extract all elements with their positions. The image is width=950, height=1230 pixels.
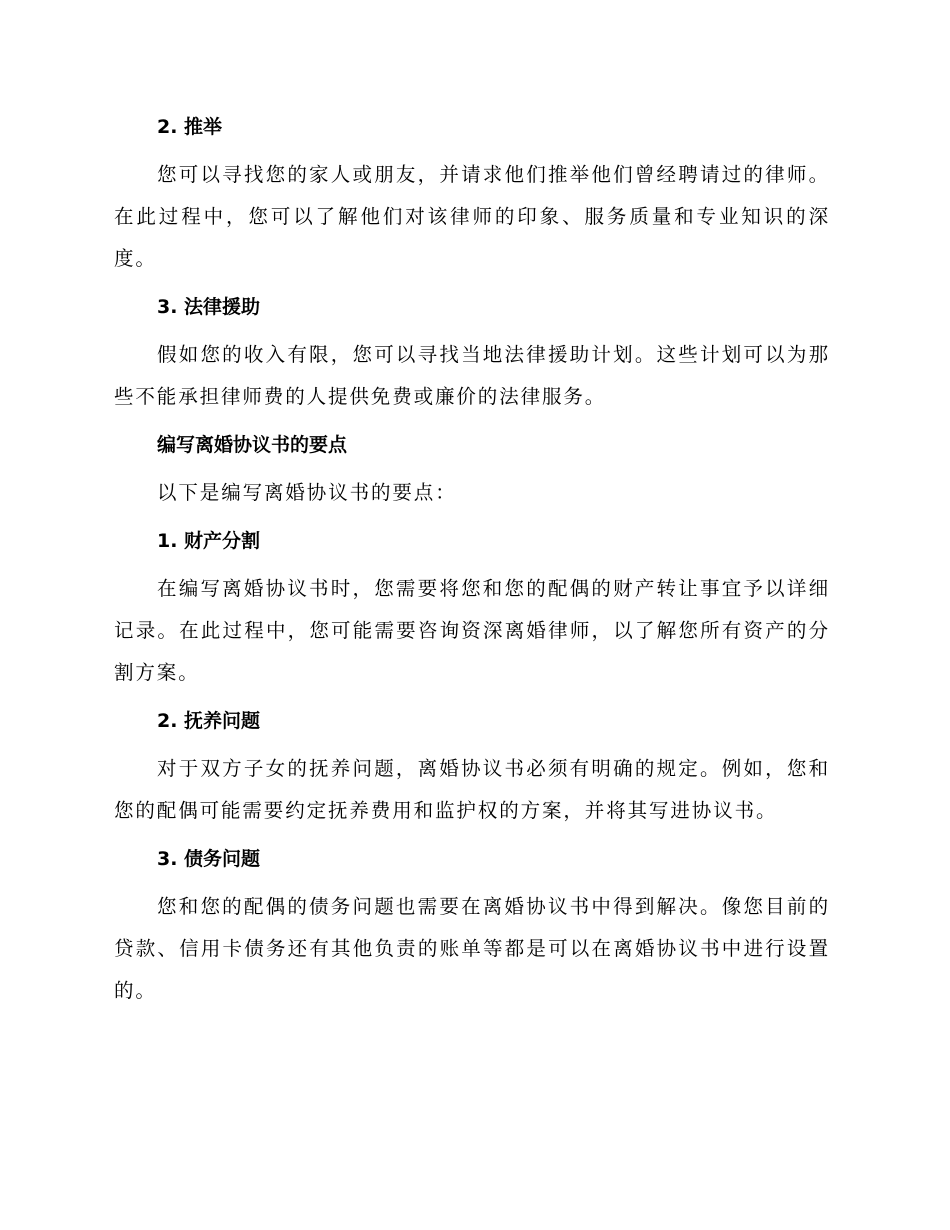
section-heading-debt-issues: 3. 债务问题 (157, 848, 261, 870)
section-heading-agreement-key-points: 编写离婚协议书的要点 (157, 434, 348, 456)
paragraph-debt-issues: 您和您的配偶的债务问题也需要在离婚协议书中得到解决。像您目前的贷款、信用卡债务还有其他负责的账单等都是可以在离婚协议书中进行设置的。 (114, 895, 830, 1002)
paragraph-child-custody: 对于双方子女的抚养问题，离婚协议书必须有明确的规定。例如，您和您的配偶可能需要约定抚养费用和监护权的方案，并将其写进协议书。 (114, 757, 830, 822)
section-heading-property-division: 1. 财产分割 (157, 530, 261, 552)
section-heading-child-custody: 2. 抚养问题 (157, 710, 261, 732)
section-heading-recommendation: 2. 推举 (157, 116, 223, 138)
paragraph-key-points-intro: 以下是编写离婚协议书的要点： (157, 481, 457, 504)
paragraph-property-division: 在编写离婚协议书时，您需要将您和您的配偶的财产转让事宜予以详细记录。在此过程中，您可能需要咨询资深离婚律师，以了解您所有资产的分割方案。 (114, 577, 830, 684)
paragraph-legal-aid: 假如您的收入有限，您可以寻找当地法律援助计划。这些计划可以为那些不能承担律师费的人提供免费或廉价的法律服务。 (114, 343, 830, 408)
section-heading-legal-aid: 3. 法律援助 (157, 296, 261, 318)
paragraph-recommendation: 您可以寻找您的家人或朋友，并请求他们推举他们曾经聘请过的律师。在此过程中，您可以了解他们对该律师的印象、服务质量和专业知识的深度。 (114, 163, 830, 270)
document-body (114, 110, 830, 1022)
